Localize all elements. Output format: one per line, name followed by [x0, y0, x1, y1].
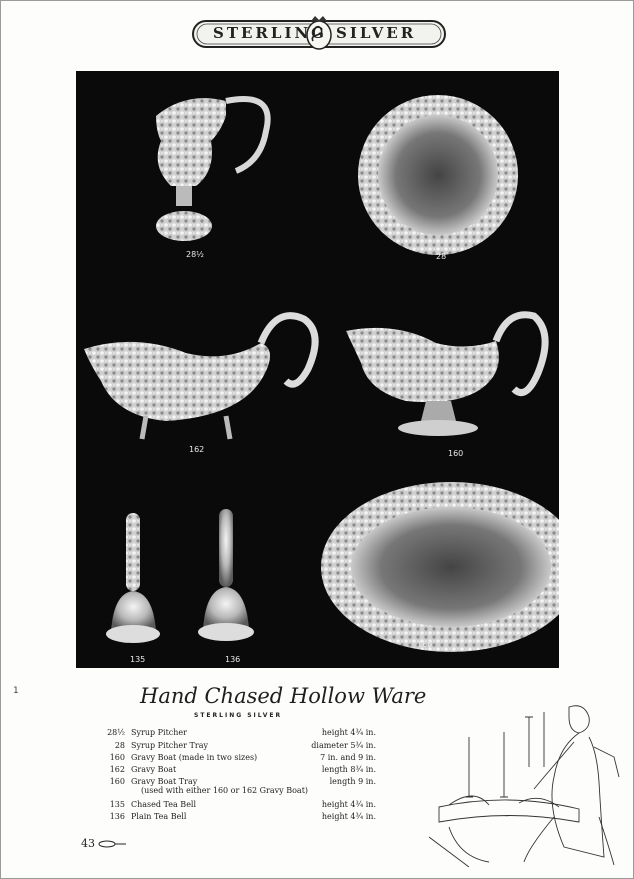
caption-gravy-boat-162: 162	[189, 445, 205, 454]
caption-syrup-pitcher: 28½	[186, 250, 204, 259]
item-name: Gravy Boat (made in two sizes)	[131, 753, 258, 762]
gravy-boat-tray	[321, 482, 559, 652]
list-item	[101, 800, 376, 811]
item-name: Plain Tea Bell	[131, 812, 187, 821]
item-number: 135	[109, 800, 125, 809]
item-number: 28½	[107, 728, 125, 737]
item-measure: height 4¾ in.	[321, 812, 376, 821]
item-name: Chased Tea Bell	[131, 800, 197, 809]
section-title: Hand Chased Hollow Ware	[140, 684, 427, 708]
item-name: Syrup Pitcher	[131, 728, 187, 737]
header-right-text: SILVER	[336, 24, 417, 42]
caption-plain-tea-bell: 136	[225, 655, 241, 664]
item-measure: diameter 5¾ in.	[311, 741, 376, 750]
item-measure: 7 in. and 9 in.	[320, 753, 376, 762]
tray-note: (used with either 160 or 162 Gravy Boat)	[141, 786, 309, 795]
header-left-text: STERLING	[213, 24, 327, 42]
item-number: 136	[109, 812, 125, 821]
list-item	[101, 741, 376, 752]
item-number: 160	[109, 777, 125, 786]
caption-pitcher-tray: 28	[436, 252, 447, 261]
item-measure: height 4¾ in.	[321, 800, 376, 809]
list-item	[101, 753, 376, 764]
caption-chased-tea-bell: 135	[130, 655, 146, 664]
item-measure: length 8¾ in.	[321, 765, 376, 774]
page-number: 43	[81, 837, 95, 850]
item-measure: height 4¾ in.	[321, 728, 376, 737]
header-badge	[191, 15, 447, 51]
caption-gravy-boat-tray: 160	[417, 640, 433, 649]
margin-mark: 1	[13, 686, 19, 696]
item-name: Gravy Boat	[131, 765, 177, 774]
syrup-pitcher	[156, 98, 268, 241]
syrup-pitcher-tray	[358, 95, 518, 255]
item-name: Syrup Pitcher Tray	[131, 741, 208, 750]
chased-tea-bell	[106, 513, 160, 643]
list-item	[101, 812, 376, 823]
list-item	[101, 765, 376, 776]
item-measure: length 9 in.	[329, 777, 376, 786]
plain-tea-bell	[198, 509, 254, 641]
gravy-boat-160	[346, 315, 545, 436]
item-number: 162	[109, 765, 125, 774]
item-number: 160	[109, 753, 125, 762]
product-photo-panel	[76, 71, 559, 668]
table-setting-illustration	[429, 697, 629, 867]
gravy-boat-162	[84, 316, 315, 439]
item-name: Gravy Boat Tray	[131, 777, 198, 786]
caption-gravy-boat-160: 160	[448, 449, 464, 458]
footer-logo-icon	[97, 840, 127, 848]
product-photo	[76, 71, 559, 668]
list-item	[101, 728, 376, 739]
item-number: 28	[114, 741, 125, 750]
section-subtitle: STERLING SILVER	[194, 712, 283, 719]
